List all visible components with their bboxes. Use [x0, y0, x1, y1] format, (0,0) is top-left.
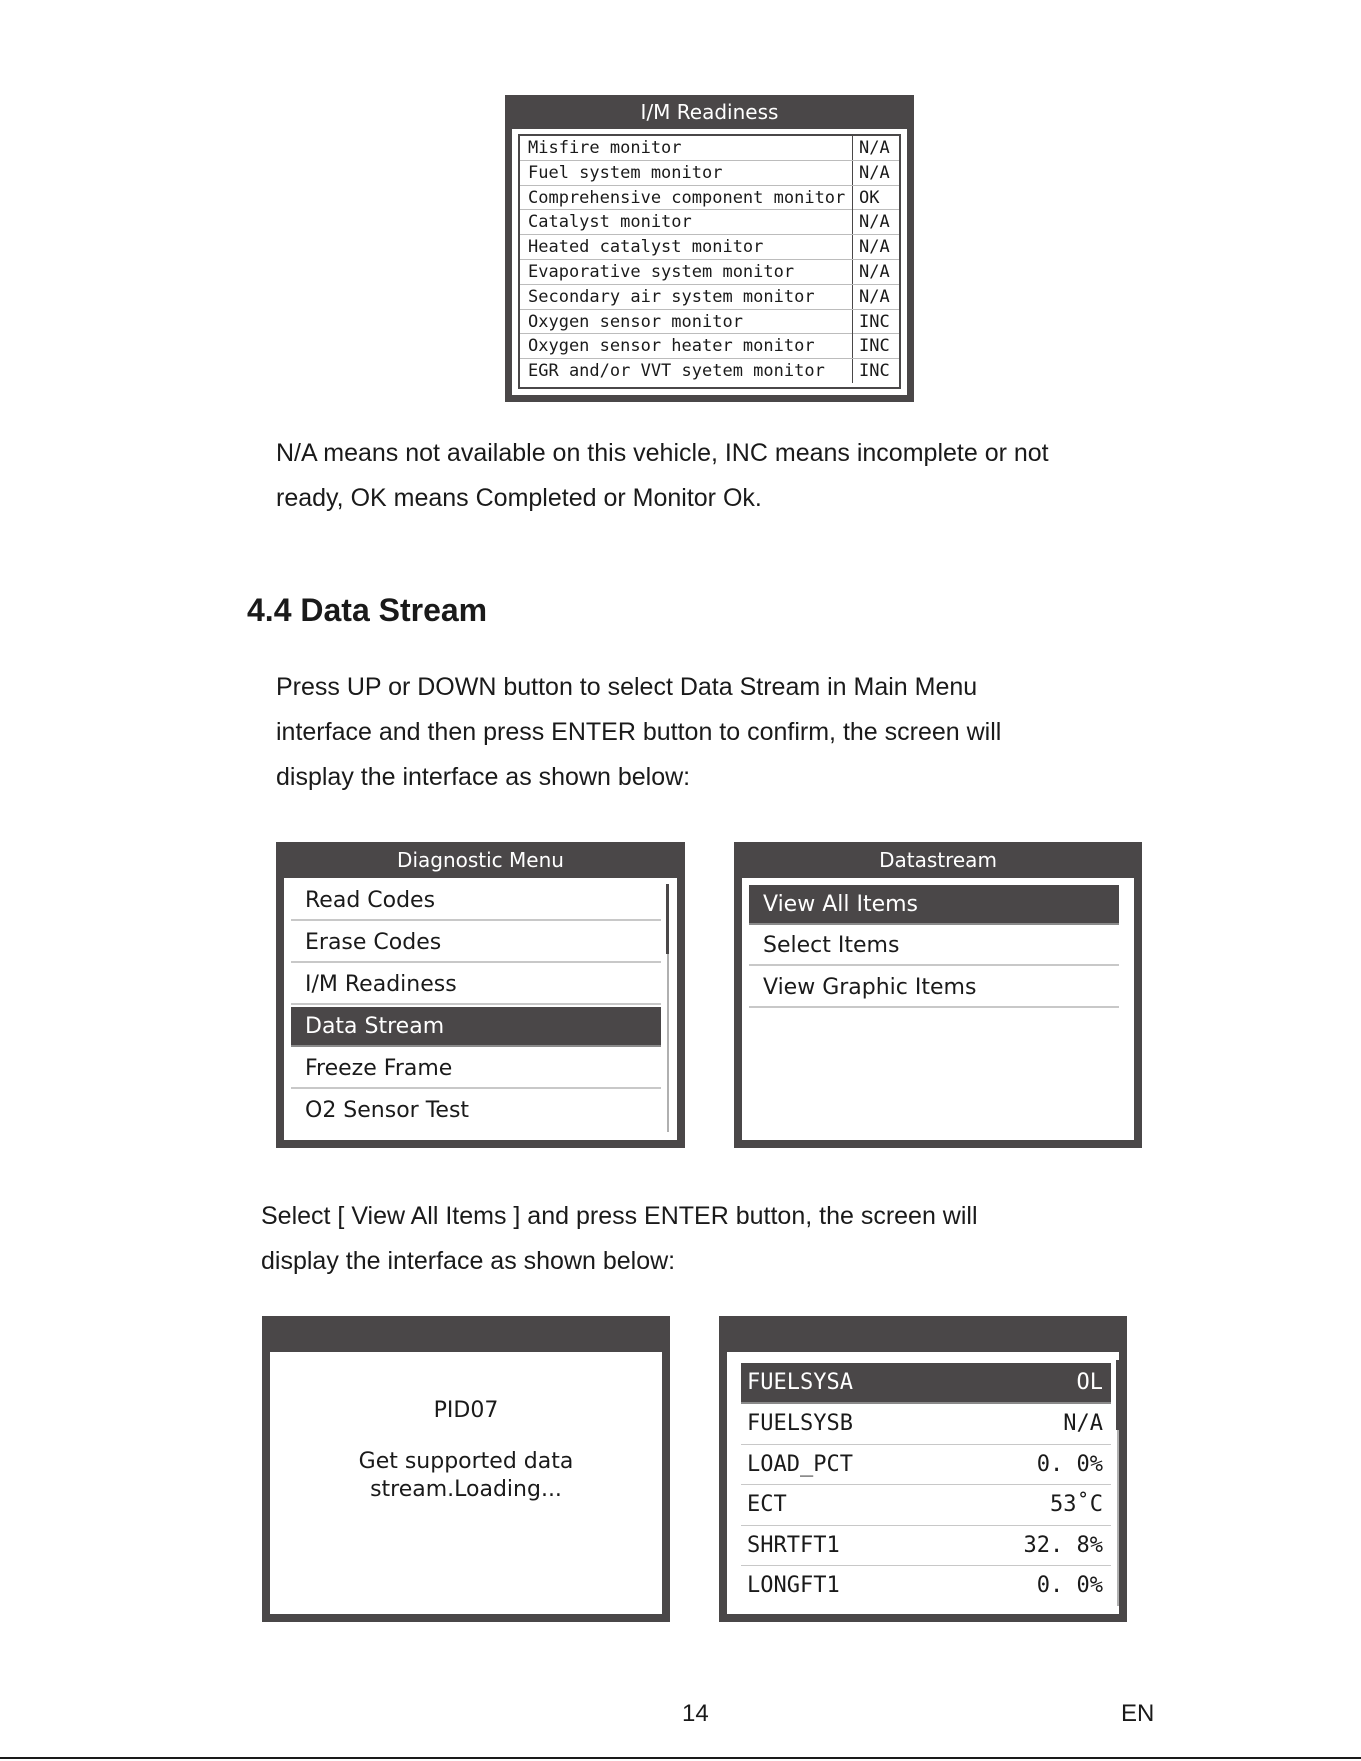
- pid-label: PID07: [433, 1398, 499, 1423]
- menu-item-erase-codes[interactable]: Erase Codes: [291, 923, 661, 963]
- menu-item-read-codes[interactable]: Read Codes: [291, 881, 661, 921]
- im-readiness-screen: [505, 95, 914, 402]
- menu-item-data-stream[interactable]: Data Stream: [291, 1007, 661, 1047]
- im-readiness-table: [518, 134, 901, 389]
- menu-item-o2-sensor-test[interactable]: O2 Sensor Test: [305, 1098, 470, 1123]
- table-row: Catalyst monitor N/A: [520, 210, 899, 235]
- section-heading: 4.4 Data Stream: [247, 592, 488, 628]
- data-row-fuelsysa[interactable]: FUELSYSA OL: [741, 1363, 1111, 1404]
- data-row-load-pct[interactable]: LOAD_PCT 0. 0%: [741, 1445, 1111, 1486]
- menu-item-freeze-frame[interactable]: Freeze Frame: [291, 1049, 661, 1089]
- table-row: Oxygen sensor heater monitor INC: [520, 334, 899, 359]
- menu-item-view-graphic-items[interactable]: View Graphic Items: [749, 968, 1119, 1008]
- legend-paragraph: N/A means not available on this vehicle, INC means incomplete or not ready, OK means Completed or Monitor Ok.: [276, 439, 1049, 512]
- bottom-rule: [0, 1757, 1361, 1759]
- datastream-menu-screen: [734, 842, 1142, 1148]
- loading-screen: [262, 1316, 670, 1622]
- menu-item-view-all-items[interactable]: View All Items: [749, 885, 1119, 925]
- im-readiness-title: I/M Readiness: [640, 100, 779, 124]
- data-row-shrtft1[interactable]: SHRTFT1 32. 8%: [741, 1526, 1111, 1567]
- table-row: Misfire monitor N/A: [520, 136, 899, 161]
- intro-paragraph: Press UP or DOWN button to select Data Stream in Main Menu interface and then press ENTER button to confirm, the screen will display the interface as shown below:: [276, 673, 1002, 791]
- table-row: Oxygen sensor monitor INC: [520, 310, 899, 335]
- scrollbar-thumb[interactable]: [666, 884, 669, 954]
- menu-item-select-items[interactable]: Select Items: [749, 926, 1119, 966]
- scrollbar-thumb[interactable]: [1116, 1360, 1119, 1430]
- diagnostic-menu-title: Diagnostic Menu: [397, 848, 564, 872]
- diagnostic-menu-screen: [276, 842, 685, 1148]
- data-row-ect[interactable]: ECT 53˚C: [741, 1485, 1111, 1526]
- loading-message: Get supported data stream.Loading...: [358, 1449, 574, 1502]
- table-row: Evaporative system monitor N/A: [520, 260, 899, 285]
- table-row: Heated catalyst monitor N/A: [520, 235, 899, 260]
- select-paragraph: Select [ View All Items ] and press ENTER button, the screen will display the interface as shown below:: [261, 1202, 978, 1275]
- table-row: Fuel system monitor N/A: [520, 161, 899, 186]
- page-number: 14: [682, 1700, 709, 1727]
- table-row: Comprehensive component monitor OK: [520, 186, 899, 211]
- table-row: EGR and/or VVT syetem monitor INC: [528, 361, 890, 382]
- data-row-fuelsysb[interactable]: FUELSYSB N/A: [741, 1404, 1111, 1445]
- data-list-screen: [719, 1316, 1127, 1622]
- datastream-menu-title: Datastream: [879, 848, 997, 872]
- table-row: Secondary air system monitor N/A: [520, 285, 899, 310]
- language-label: EN: [1121, 1700, 1155, 1727]
- menu-item-im-readiness[interactable]: I/M Readiness: [291, 965, 661, 1005]
- data-row-longft1[interactable]: LONGFT1 0. 0%: [747, 1573, 1103, 1598]
